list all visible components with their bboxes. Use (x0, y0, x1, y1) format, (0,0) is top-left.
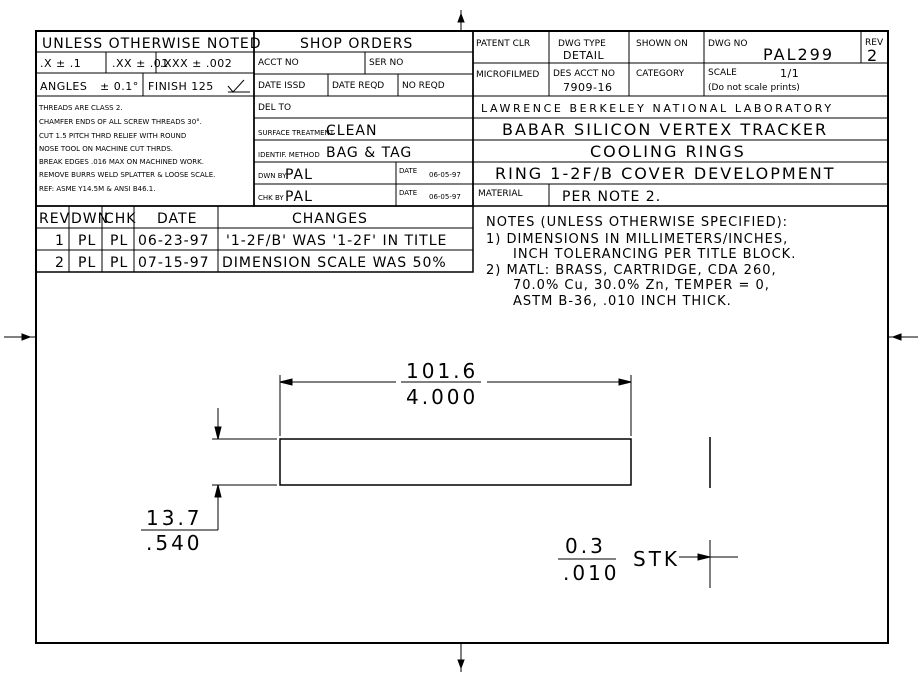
note-line: 70.0% Cu, 30.0% Zn, TEMPER = 0, (513, 278, 770, 293)
revision-date: 07-15-97 (138, 255, 210, 271)
general-note: BREAK EDGES .016 MAX ON MACHINED WORK. (39, 158, 204, 166)
length-dimension (280, 359, 631, 436)
width-dimension (141, 408, 277, 555)
date-reqd-label: DATE REQD (332, 81, 385, 91)
lab-name: LAWRENCE BERKELEY NATIONAL LABORATORY (481, 102, 834, 115)
revision-header-row (39, 211, 368, 227)
acct-no-label: ACCT NO (258, 58, 299, 68)
width-in: .540 (146, 531, 203, 555)
stock-label: STK (633, 547, 681, 571)
revision-row (55, 233, 447, 249)
chk-date-value: 06-05-97 (429, 193, 461, 201)
dwn-by-value: PAL (285, 167, 313, 183)
material-value: PER NOTE 2. (562, 189, 662, 205)
date-issd-label: DATE ISSD (258, 81, 306, 91)
des-acct-no-value: 7909-16 (563, 81, 613, 94)
general-note: THREADS ARE CLASS 2. (39, 104, 123, 112)
dwg-type-label: DWG TYPE (558, 39, 606, 49)
des-acct-no-label: DES ACCT NO (553, 69, 615, 79)
part-view (141, 359, 738, 588)
dwg-type-value: DETAIL (563, 49, 605, 62)
material-label: MATERIAL (478, 189, 523, 199)
ser-no-label: SER NO (369, 58, 404, 68)
note-line: 2) MATL: BRASS, CARTRIDGE, CDA 260, (486, 263, 777, 278)
revision-rev: 2 (55, 255, 65, 271)
general-note: REMOVE BURRS WELD SPLATTER & LOOSE SCALE. (39, 171, 216, 179)
general-note: CUT 1.5 PITCH THRD RELIEF WITH ROUND (39, 132, 187, 140)
revision-header-rev: REV (39, 211, 71, 227)
patent-clr-label: PATENT CLR (476, 39, 531, 49)
tolerance-x2: .XX ± .01 (112, 57, 169, 70)
general-note: NOSE TOOL ON MACHINE CUT THRDS. (39, 145, 174, 153)
chk-by-value: PAL (285, 189, 313, 205)
surface-treatment-label: SURFACE TREATMENT (258, 129, 335, 137)
revision-table (36, 206, 473, 272)
revision-row (55, 255, 447, 271)
note-line: INCH TOLERANCING PER TITLE BLOCK. (513, 247, 797, 262)
tolerance-title: UNLESS OTHERWISE NOTED (42, 36, 262, 52)
thickness-in: .010 (563, 561, 620, 585)
chk-by-label: CHK BY (258, 194, 284, 202)
shop-orders-title: SHOP ORDERS (300, 36, 414, 52)
dwn-date-value: 06-05-97 (429, 171, 461, 179)
length-in: 4.000 (406, 385, 479, 409)
dwn-date-label: DATE (399, 167, 418, 175)
scale-label: SCALE (708, 68, 737, 78)
category-label: CATEGORY (636, 69, 685, 79)
scale-value: 1/1 (780, 67, 800, 80)
note-line: 1) DIMENSIONS IN MILLIMETERS/INCHES, (486, 232, 789, 247)
notes-heading: NOTES (UNLESS OTHERWISE SPECIFIED): (486, 215, 789, 230)
revision-chk: PL (110, 255, 129, 271)
revision-dwn: PL (78, 255, 97, 271)
assembly-title: COOLING RINGS (590, 142, 746, 161)
shop-orders-block (254, 31, 473, 206)
identif-method-value: BAG & TAG (326, 145, 413, 161)
dwn-by-label: DWN BY (258, 172, 287, 180)
del-to-label: DEL TO (258, 103, 292, 113)
general-note: REF: ASME Y14.5M & ANSI B46.1. (39, 185, 156, 193)
rev-label: REV (865, 38, 884, 48)
revision-change: DIMENSION SCALE WAS 50% (222, 255, 447, 271)
scale-note: (Do not scale prints) (708, 83, 800, 93)
general-note: CHAMFER ENDS OF ALL SCREW THREADS 30°. (39, 118, 202, 126)
shown-on-label: SHOWN ON (636, 39, 688, 49)
project-title: BABAR SILICON VERTEX TRACKER (502, 120, 829, 139)
finish-label: FINISH 125 (148, 80, 214, 93)
angles-label: ANGLES (40, 80, 88, 93)
revision-chk: PL (110, 233, 129, 249)
surface-finish-symbol (228, 80, 250, 92)
width-mm: 13.7 (146, 506, 203, 530)
drawing-info-block (473, 31, 888, 206)
revision-header-changes: CHANGES (292, 211, 368, 227)
length-mm: 101.6 (406, 359, 479, 383)
no-reqd-label: NO REQD (402, 81, 445, 91)
revision-header-date: DATE (157, 211, 198, 227)
thickness-dimension (558, 437, 738, 588)
microfilmed-label: MICROFILMED (476, 70, 540, 80)
revision-date: 06-23-97 (138, 233, 210, 249)
note-line: ASTM B-36, .010 INCH THICK. (513, 294, 732, 309)
dwg-no-value: PAL299 (763, 45, 835, 64)
revision-header-chk: CHK (104, 211, 137, 227)
cover-strip (280, 439, 631, 485)
rev-value: 2 (867, 46, 880, 65)
part-title: RING 1-2F/B COVER DEVELOPMENT (495, 164, 836, 183)
surface-treatment-value: CLEAN (326, 123, 378, 139)
angles-tolerance: ± 0.1° (100, 80, 139, 93)
identif-method-label: IDENTIF. METHOD (258, 151, 320, 159)
tolerance-x1: .X ± .1 (40, 57, 82, 70)
drawing-notes (486, 215, 796, 309)
revision-dwn: PL (78, 233, 97, 249)
tolerance-block (36, 31, 262, 206)
revision-rev: 1 (55, 233, 65, 249)
thickness-mm: 0.3 (565, 534, 606, 558)
tolerance-x3: .XXX ± .002 (160, 57, 233, 70)
revision-change: '1-2F/B' WAS '1-2F' IN TITLE (226, 233, 448, 249)
general-notes (38, 104, 215, 193)
dwg-no-label: DWG NO (708, 39, 748, 49)
revision-header-dwn: DWN (71, 211, 110, 227)
chk-date-label: DATE (399, 189, 418, 197)
